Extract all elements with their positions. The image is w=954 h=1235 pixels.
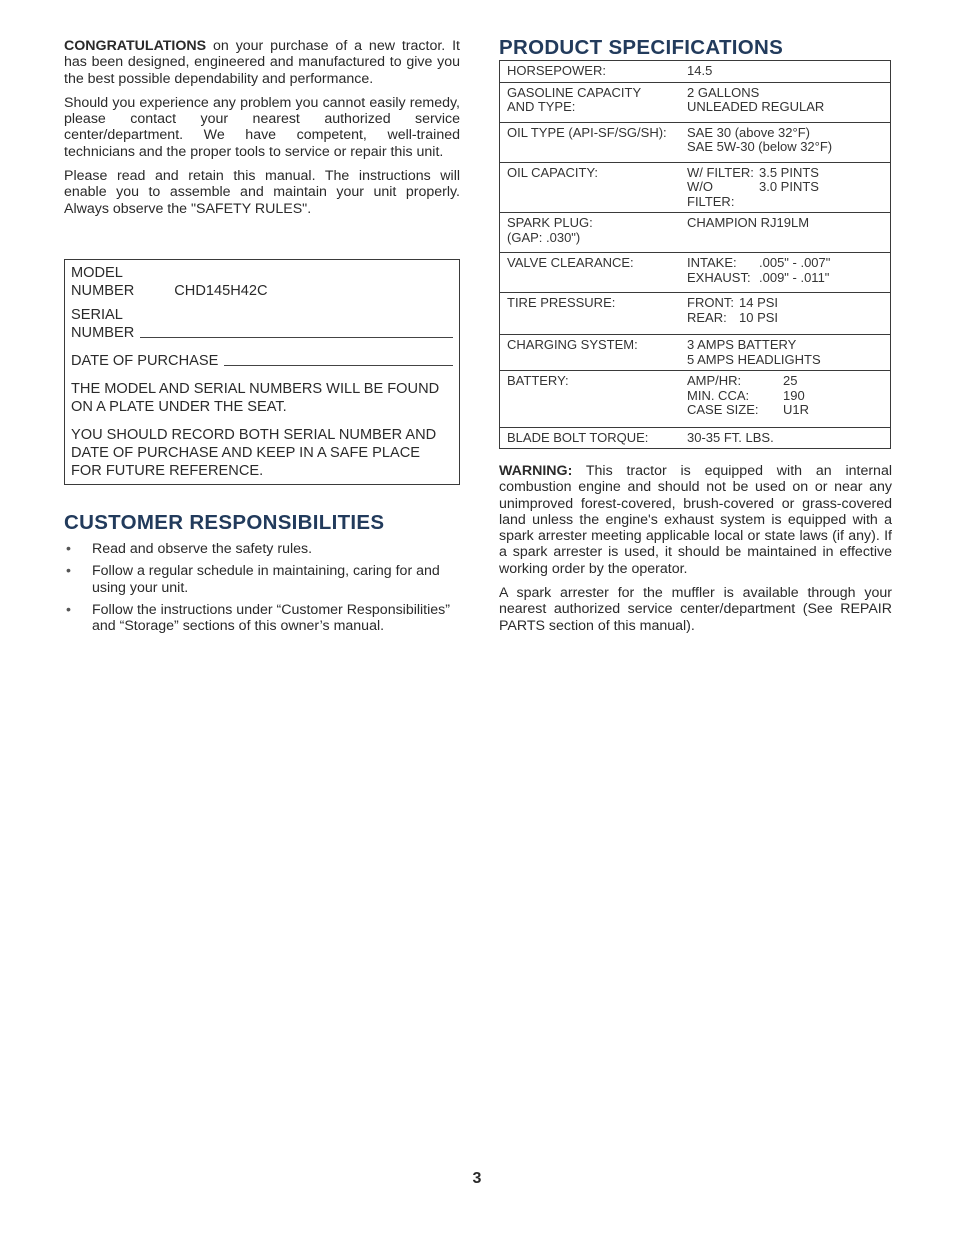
page-number: 3 <box>472 1170 482 1187</box>
table-row <box>500 162 891 213</box>
serial-label-line-1: SERIAL <box>71 306 123 323</box>
table-row <box>500 122 891 162</box>
blade-bolt-torque-value: 30-35 FT. LBS. <box>680 427 891 449</box>
record-keeping-notice: YOU SHOULD RECORD BOTH SERIAL NUMBER AND DATE OF PURCHASE AND KEEP IN A SAFE PLACE FOR FUTURE REFERENCE. <box>71 426 437 479</box>
table-row <box>500 61 891 83</box>
valve-clearance-label: VALVE CLEARANCE: <box>500 253 681 293</box>
customer-responsibilities-heading: CUSTOMER RESPONSIBILITIES <box>64 510 385 534</box>
specifications-table <box>499 60 891 449</box>
date-of-purchase-blank[interactable] <box>224 365 453 366</box>
product-specifications-heading: PRODUCT SPECIFICATIONS <box>499 36 784 59</box>
table-row <box>500 371 891 428</box>
list-item: • Follow the instructions under “Customer Responsibilities” and “Storage” sections of this owner’s manual. <box>66 601 450 635</box>
table-row <box>500 293 891 335</box>
battery-label: BATTERY: <box>500 371 681 428</box>
plate-location-notice: THE MODEL AND SERIAL NUMBERS WILL BE FOUND ON A PLATE UNDER THE SEAT. <box>71 380 440 415</box>
service-paragraph: Should you experience any problem you cannot easily remedy, please contact your nearest authorized service center/department. We have competent, well-trained technicians and the proper tools to service or repair this unit. <box>64 94 460 160</box>
bullet-icon: • <box>66 540 71 557</box>
table-row <box>500 335 891 371</box>
oil-type-value: SAE 30 (above 32°F) SAE 5W-30 (below 32°F) <box>680 122 891 162</box>
charging-system-value: 3 AMPS BATTERY 5 AMPS HEADLIGHTS <box>680 335 891 371</box>
blade-bolt-torque-label: BLADE BOLT TORQUE: <box>500 427 681 449</box>
gasoline-value: 2 GALLONS UNLEADED REGULAR <box>680 82 891 122</box>
valve-clearance-value: INTAKE: .005" - .007" EXHAUST: .009" - .011" <box>680 253 891 293</box>
spark-arrester-paragraph: A spark arrester for the muffler is available through your nearest authorized service center/department (See REPAIR PARTS section of this manual). <box>499 585 892 634</box>
model-label-line-2: NUMBER <box>71 282 135 299</box>
left-column <box>64 38 460 640</box>
right-column <box>499 36 892 642</box>
warning-paragraph <box>499 463 892 577</box>
model-number-value: CHD145H42C <box>174 282 268 299</box>
oil-type-label: OIL TYPE (API-SF/SG/SH): <box>500 122 681 162</box>
list-item: • Read and observe the safety rules. <box>66 540 313 557</box>
table-row <box>500 82 891 122</box>
serial-label-line-2: NUMBER <box>71 324 135 341</box>
table-row <box>500 427 891 449</box>
intro-paragraph <box>64 38 460 87</box>
model-label-line-1: MODEL <box>71 264 123 281</box>
model-number-row <box>71 282 453 300</box>
horsepower-label: HORSEPOWER: <box>507 63 606 78</box>
serial-number-blank[interactable] <box>140 337 453 338</box>
gasoline-label: GASOLINE CAPACITY AND TYPE: <box>500 82 681 122</box>
oil-capacity-label: OIL CAPACITY: <box>500 162 681 213</box>
battery-value: AMP/HR: 25 MIN. CCA: 190 CASE SIZE: U1R <box>680 371 891 428</box>
spark-plug-label: SPARK PLUG: (GAP: .030") <box>500 213 681 253</box>
congratulations-lead: CONGRATULATIONS <box>64 38 207 54</box>
warning-lead: WARNING: <box>499 463 573 479</box>
tire-pressure-label: TIRE PRESSURE: <box>500 293 681 335</box>
intro-text: on your purchase of a new tractor. It has been designed, engineered and manufactured to give you the best possible dependability and performance. <box>64 38 460 87</box>
date-of-purchase-row <box>71 352 453 370</box>
bullet-icon: • <box>66 601 71 618</box>
table-row <box>500 253 891 293</box>
serial-number-row <box>71 324 453 342</box>
spark-plug-value: CHAMPION RJ19LM <box>680 213 891 253</box>
charging-system-label: CHARGING SYSTEM: <box>500 335 681 371</box>
list-item: • Follow a regular schedule in maintaining, caring for and using your unit. <box>66 563 440 596</box>
customer-responsibilities-list <box>64 541 460 634</box>
oil-capacity-value: W/ FILTER: 3.5 PINTS W/O FILTER: 3.0 PINTS <box>680 162 891 213</box>
bullet-icon: • <box>66 563 71 580</box>
table-row <box>500 213 891 253</box>
tire-pressure-value: FRONT: 14 PSI REAR: 10 PSI <box>680 293 891 335</box>
date-of-purchase-label: DATE OF PURCHASE <box>71 352 219 369</box>
retain-manual-paragraph: Please read and retain this manual. The instructions will enable you to assemble and maintain your unit properly. Always observe the "SAFETY RULES". <box>64 168 460 217</box>
owner-record-box <box>64 259 460 485</box>
horsepower-value: 14.5 <box>687 63 713 78</box>
warning-text: This tractor is equipped with an internal combustion engine and should not be used on or near any unimproved forest-covered, brush-covered or grass-covered land unless the engine's exhaust system is equipped with a spark arrester meeting applicable local or state laws (if any). If a spark arrester is used, it should be maintained in effective working order by the operator. <box>499 463 892 577</box>
